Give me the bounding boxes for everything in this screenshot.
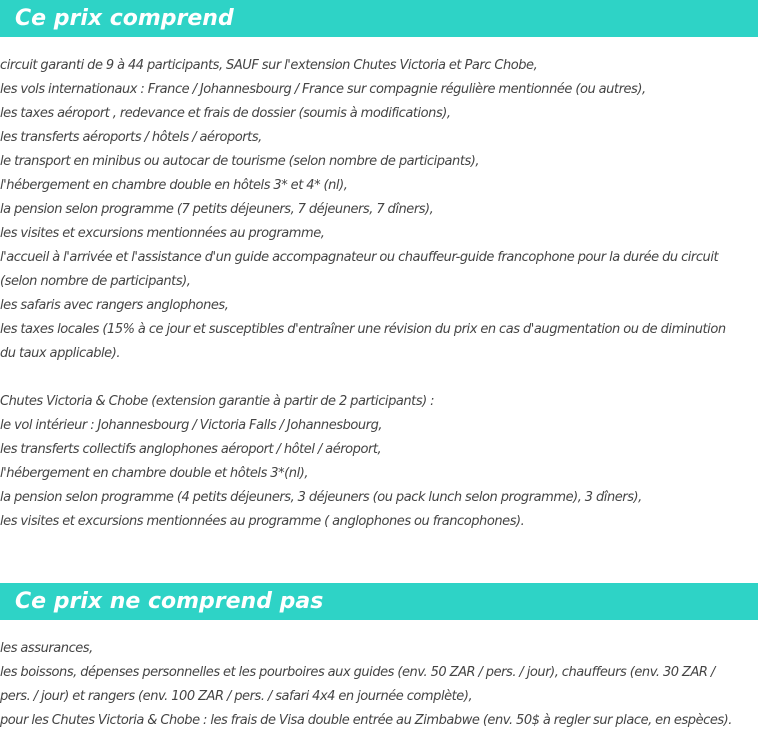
section-title-included: Ce prix comprend <box>0 0 758 37</box>
included-list <box>0 54 750 366</box>
included-line: (selon nombre de participants), <box>0 274 191 289</box>
included-line: circuit garanti de 9 à 44 participants, SAUF sur l'extension Chutes Victoria et Parc Chobe, <box>0 58 538 73</box>
extension-line: les visites et excursions mentionnées au programme ( anglophones ou francophones). <box>0 514 525 529</box>
extension-heading: Chutes Victoria & Chobe (extension garantie à partir de 2 participants) : <box>0 394 435 409</box>
section-title-excluded: Ce prix ne comprend pas <box>0 583 758 620</box>
excluded-line: pour les Chutes Victoria & Chobe : les frais de Visa double entrée au Zimbabwe (env. 50$ à regler sur place, en espèces). <box>0 713 732 728</box>
included-line: les transferts aéroports / hôtels / aéroports, <box>0 130 262 145</box>
extension-line: le vol intérieur : Johannesbourg / Victoria Falls / Johannesbourg, <box>0 418 383 433</box>
extension-line: les transferts collectifs anglophones aéroport / hôtel / aéroport, <box>0 442 382 457</box>
included-line: les safaris avec rangers anglophones, <box>0 298 229 313</box>
included-line: l'accueil à l'arrivée et l'assistance d'un guide accompagnateur ou chauffeur-guide francophone pour la durée du circuit <box>0 250 719 265</box>
excluded-line: les boissons, dépenses personnelles et les pourboires aux guides (env. 50 ZAR / pers. / jour), chauffeurs (env. 30 ZAR / <box>0 665 715 680</box>
extension-line: l'hébergement en chambre double et hôtels 3*(nl), <box>0 466 309 481</box>
included-line: les visites et excursions mentionnées au programme, <box>0 226 325 241</box>
included-line: la pension selon programme (7 petits déjeuners, 7 déjeuners, 7 dîners), <box>0 202 434 217</box>
excluded-line: pers. / jour) et rangers (env. 100 ZAR / pers. / safari 4x4 en journée complète), <box>0 689 473 704</box>
included-line: le transport en minibus ou autocar de tourisme (selon nombre de participants), <box>0 154 480 169</box>
included-line: les taxes aéroport , redevance et frais de dossier (soumis à modifications), <box>0 106 451 121</box>
included-line: l'hébergement en chambre double en hôtels 3* et 4* (nl), <box>0 178 348 193</box>
excluded-list <box>0 637 750 733</box>
extension-line: la pension selon programme (4 petits déjeuners, 3 déjeuners (ou pack lunch selon programme), 3 dîners), <box>0 490 642 505</box>
extension-list <box>0 390 750 534</box>
included-line: du taux applicable). <box>0 346 121 361</box>
included-line: les vols internationaux : France / Johannesbourg / France sur compagnie régulière mentionnée (ou autres), <box>0 82 646 97</box>
included-line: les taxes locales (15% à ce jour et susceptibles d'entraîner une révision du prix en cas d'augmentation ou de diminution <box>0 322 726 337</box>
excluded-line: les assurances, <box>0 641 93 656</box>
